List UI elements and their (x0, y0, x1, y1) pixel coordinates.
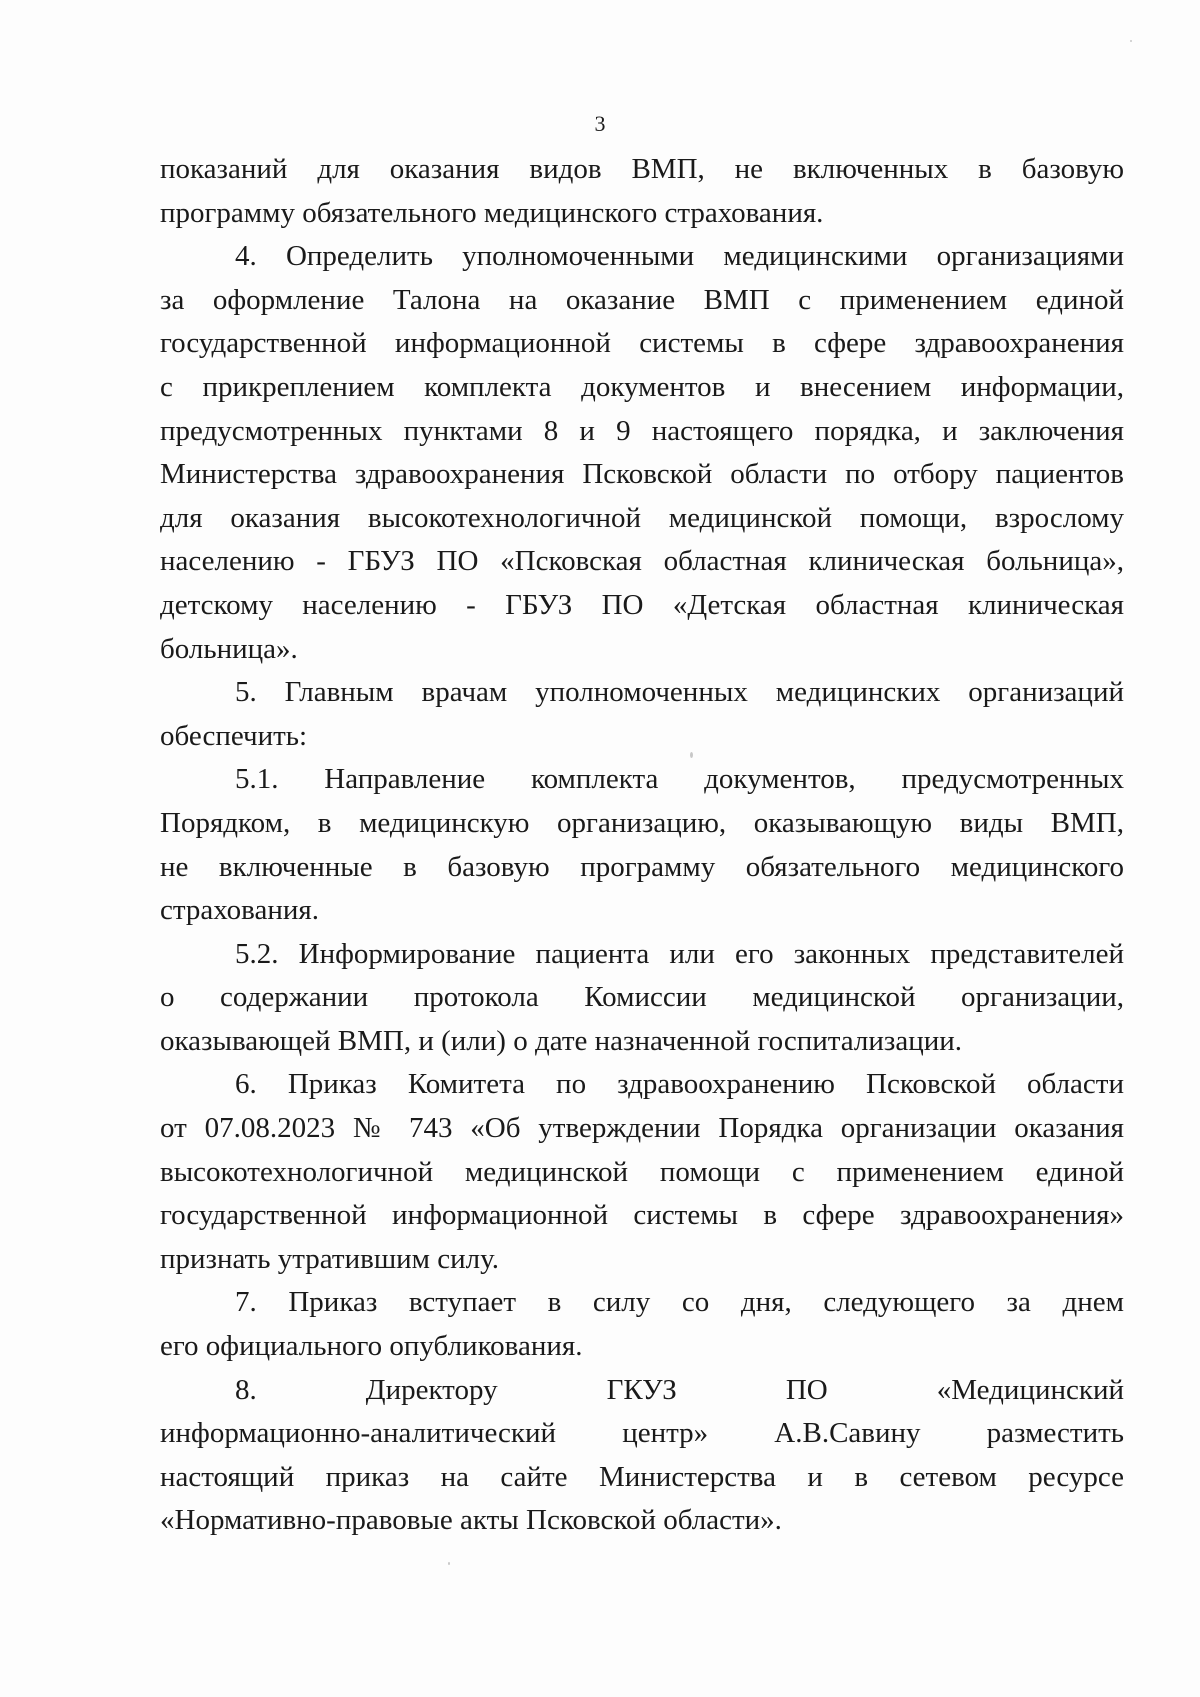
scan-speck (690, 752, 693, 758)
text-line: признать утратившим силу. (160, 1242, 499, 1275)
text-line: государственной информационной системы в сфере здравоохранения (160, 327, 1124, 360)
paragraph-item-8 (160, 1369, 1124, 1543)
text-line: Порядком, в медицинскую организацию, оказывающую виды ВМП, (160, 806, 1124, 839)
page-number: 3 (594, 111, 606, 136)
text-line: 7. Приказ вступает в силу со дня, следующего за днем (235, 1286, 1124, 1319)
text-line: для оказания высокотехнологичной медицинской помощи, взрослому (160, 501, 1124, 534)
text-line: предусмотренных пунктами 8 и 9 настоящего порядка, и заключения (160, 414, 1124, 447)
text-line: 8. Директору ГКУЗ ПО «Медицинский (235, 1373, 1124, 1406)
paragraph-item-4 (160, 235, 1124, 671)
paragraph-continuation (160, 148, 1124, 235)
text-line: 5. Главным врачам уполномоченных медицинских организаций (235, 676, 1124, 709)
text-line: обеспечить: (160, 719, 308, 752)
text-line: программу обязательного медицинского страхования. (160, 196, 824, 229)
text-line: 6. Приказ Комитета по здравоохранению Псковской области (235, 1068, 1124, 1101)
text-line: за оформление Талона на оказание ВМП с применением единой (160, 283, 1124, 316)
text-line: от 07.08.2023 № 743 «Об утверждении Порядка организации оказания (160, 1112, 1124, 1145)
text-line: 5.1. Направление комплекта документов, предусмотренных (235, 763, 1124, 796)
text-line: настоящий приказ на сайте Министерства и в сетевом ресурсе (160, 1460, 1124, 1493)
text-line: с прикреплением комплекта документов и внесением информации, (160, 370, 1124, 403)
text-line: не включенные в базовую программу обязательного медицинского (160, 850, 1124, 883)
document-body (160, 148, 1124, 1543)
text-line: о содержании протокола Комиссии медицинской организации, (160, 981, 1124, 1014)
scan-speck (448, 1562, 450, 1565)
text-line: населению - ГБУЗ ПО «Псковская областная клиническая больница», (160, 545, 1124, 578)
text-line: информационно-аналитический центр» А.В.Савину разместить (160, 1417, 1124, 1450)
text-line: Министерства здравоохранения Псковской области по отбору пациентов (160, 458, 1124, 491)
paragraph-item-5-2 (160, 933, 1124, 1064)
paragraph-item-5-1 (160, 758, 1124, 932)
text-line: детскому населению - ГБУЗ ПО «Детская областная клиническая (160, 588, 1124, 621)
text-line: его официального опубликования. (160, 1330, 583, 1363)
text-line: государственной информационной системы в сфере здравоохранения» (160, 1199, 1124, 1232)
text-line: 5.2. Информирование пациента или его законных представителей (235, 937, 1124, 970)
text-line: страхования. (160, 894, 319, 927)
text-line: 4. Определить уполномоченными медицинскими организациями (235, 240, 1124, 273)
paragraph-item-5 (160, 671, 1124, 758)
text-line: показаний для оказания видов ВМП, не включенных в базовую (160, 153, 1124, 185)
scan-speck (1130, 40, 1132, 42)
paragraph-item-7 (160, 1281, 1124, 1368)
text-line: больница». (160, 632, 298, 665)
text-line: высокотехнологичной медицинской помощи с применением единой (160, 1155, 1124, 1188)
paragraph-item-6 (160, 1063, 1124, 1281)
text-line: оказывающей ВМП, и (или) о дате назначенной госпитализации. (160, 1024, 963, 1057)
text-line: «Нормативно-правовые акты Псковской области». (160, 1504, 782, 1537)
